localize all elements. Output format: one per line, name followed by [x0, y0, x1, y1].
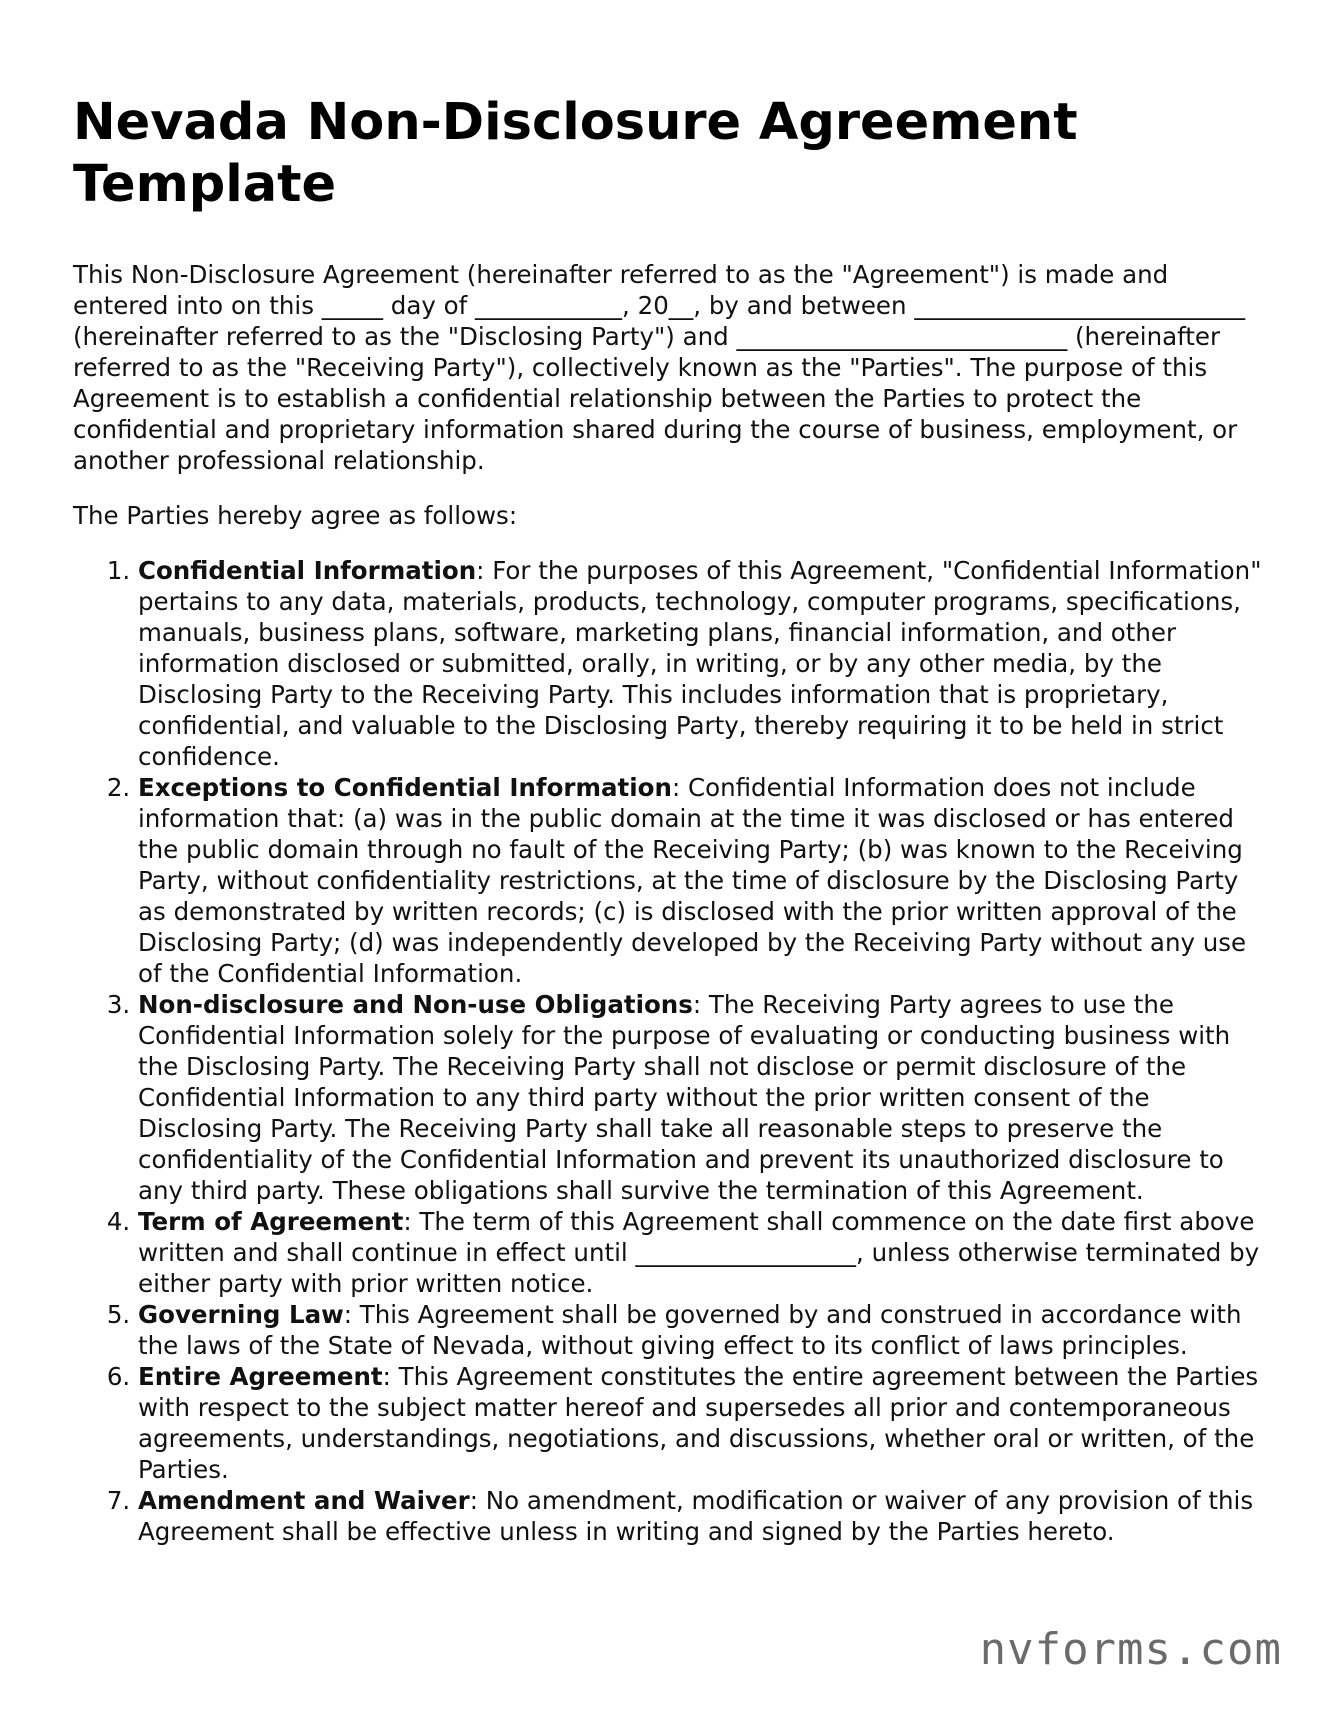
- document-title: Nevada Non-Disclosure Agreement Template: [73, 93, 1078, 214]
- site-watermark: nvforms.com: [979, 1624, 1282, 1675]
- intro-paragraph: This Non-Disclosure Agreement (hereinafter referred to as the "Agreement") is made and entered into on this _____ day of ____________, 20__, by and between ___________________________ (hereinafter referred to as the "Disclosing Party") and ___________________________ (hereinafter referred to as the "Receiving Party"), collectively known as the "Parties". The purpose of this Agreement is to establish a confidential relationship between the Parties to protect the confidential and proprietary information shared during the course of business, employment, or another professional relationship.: [73, 260, 1246, 475]
- clause-item: [138, 555, 1263, 772]
- clause-text: : No amendment, modification or waiver of any provision of this Agreement shall be effective unless in writing and signed by the Parties hereto.: [138, 1486, 1254, 1546]
- clause-text: : This Agreement constitutes the entire agreement between the Parties with respect to the subject matter hereof and supersedes all prior and contemporaneous agreements, understandings, negotiations, and discussions, whether oral or written, of the Parties.: [138, 1362, 1259, 1484]
- clause-text: : This Agreement shall be governed by and construed in accordance with the laws of the State of Nevada, without giving effect to its conflict of laws principles.: [138, 1300, 1242, 1360]
- clause-item: [138, 1361, 1263, 1485]
- clause-item: [138, 1299, 1263, 1361]
- clause-heading: Exceptions to Confidential Information: [138, 773, 672, 802]
- clause-heading: Non-disclosure and Non-use Obligations: [138, 990, 693, 1019]
- lead-paragraph: The Parties hereby agree as follows:: [73, 501, 518, 530]
- clause-text: : The term of this Agreement shall commence on the date first above written and shall continue in effect until __________________, unless otherwise terminated by either party with prior written notice.: [138, 1207, 1260, 1298]
- clause-item: [138, 1206, 1263, 1299]
- clause-heading: Entire Agreement: [138, 1362, 383, 1391]
- clause-text: : The Receiving Party agrees to use the Confidential Information solely for the purpose of evaluating or conducting business with the Disclosing Party. The Receiving Party shall not disclose or permit disclosure of the Confidential Information to any third party without the prior written consent of the Disclosing Party. The Receiving Party shall take all reasonable steps to preserve the confidentiality of the Confidential Information and prevent its unauthorized disclosure to any third party. These obligations shall survive the termination of this Agreement.: [138, 990, 1231, 1205]
- document-page: [73, 92, 1263, 1547]
- clause-text: : For the purposes of this Agreement, "Confidential Information" pertains to any data, materials, products, technology, computer programs, specifications, manuals, business plans, software, marketing plans, financial information, and other information disclosed or submitted, orally, in writing, or by any other media, by the Disclosing Party to the Receiving Party. This includes information that is proprietary, confidential, and valuable to the Disclosing Party, thereby requiring it to be held in strict confidence.: [138, 556, 1262, 771]
- clause-item: [138, 1485, 1263, 1547]
- clause-text: : Confidential Information does not include information that: (a) was in the public domain at the time it was disclosed or has entered the public domain through no fault of the Receiving Party; (b) was known to the Receiving Party, without confidentiality restrictions, at the time of disclosure by the Disclosing Party as demonstrated by written records; (c) is disclosed with the prior written approval of the Disclosing Party; (d) was independently developed by the Receiving Party without any use of the Confidential Information.: [138, 773, 1247, 988]
- clause-heading: Amendment and Waiver: [138, 1486, 470, 1515]
- clause-item: [138, 989, 1263, 1206]
- clause-heading: Governing Law: [138, 1300, 344, 1329]
- clause-heading: Confidential Information: [138, 556, 477, 585]
- clause-heading: Term of Agreement: [138, 1207, 404, 1236]
- clause-item: [138, 772, 1263, 989]
- clause-list: [73, 555, 1263, 1547]
